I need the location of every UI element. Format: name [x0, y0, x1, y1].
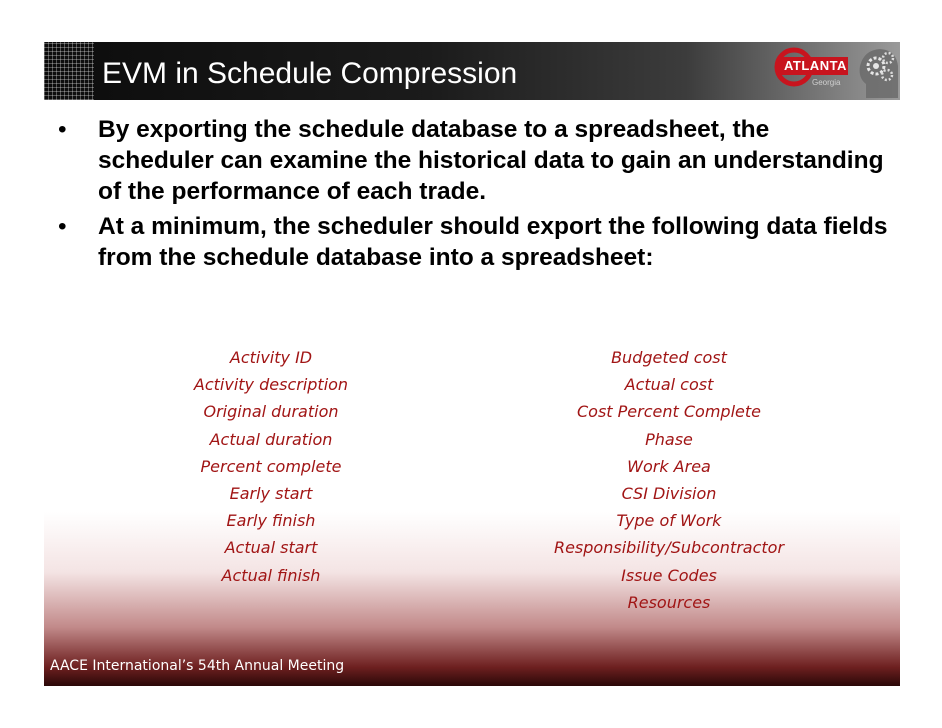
field-list-left	[164, 344, 378, 589]
slide-title: EVM in Schedule Compression	[102, 57, 518, 90]
footer-text: AACE International’s 54th Annual Meeting	[50, 658, 345, 674]
field-item: Early finish	[226, 511, 316, 531]
gears-head-icon	[856, 44, 900, 100]
field-item: Activity ID	[229, 348, 313, 367]
field-list-right	[524, 344, 814, 616]
field-item: Work Area	[627, 456, 711, 476]
field-item: Early start	[229, 484, 313, 504]
logo-main-text: ATLANTA	[784, 58, 847, 73]
bullet-item	[58, 114, 888, 207]
field-item: Resources	[627, 592, 711, 612]
field-item: Phase	[645, 429, 693, 449]
bullet-item	[58, 211, 888, 273]
field-item: Activity description	[193, 375, 349, 395]
field-item: Actual duration	[209, 429, 333, 449]
atlanta-logo-icon	[770, 46, 852, 96]
title-bar	[44, 42, 900, 100]
field-item: Actual cost	[624, 375, 714, 395]
field-item: CSI Division	[621, 484, 717, 504]
field-item: Percent complete	[200, 456, 342, 476]
title-grid-pattern	[44, 42, 94, 100]
field-item: Budgeted cost	[611, 348, 727, 367]
bullet-dot: •	[58, 213, 67, 240]
field-item: Actual start	[224, 538, 318, 558]
field-item: Responsibility/Subcontractor	[553, 538, 785, 558]
bullet-text: At a minimum, the scheduler should export the following data fields from the schedule database into a spreadsheet:	[98, 213, 888, 271]
slide	[44, 42, 900, 686]
field-item: Issue Codes	[621, 565, 717, 585]
field-item: Actual finish	[221, 565, 321, 585]
bullet-dot: •	[58, 116, 67, 143]
logo-sub-text: Georgia	[812, 78, 841, 87]
bullet-text: By exporting the schedule database to a spreadsheet, the scheduler can examine the historical data to gain an understanding of the performance of each trade.	[98, 116, 884, 205]
bullet-list	[58, 114, 888, 277]
field-item: Original duration	[203, 402, 339, 422]
field-item: Cost Percent Complete	[577, 402, 761, 422]
field-item: Type of Work	[616, 511, 722, 531]
